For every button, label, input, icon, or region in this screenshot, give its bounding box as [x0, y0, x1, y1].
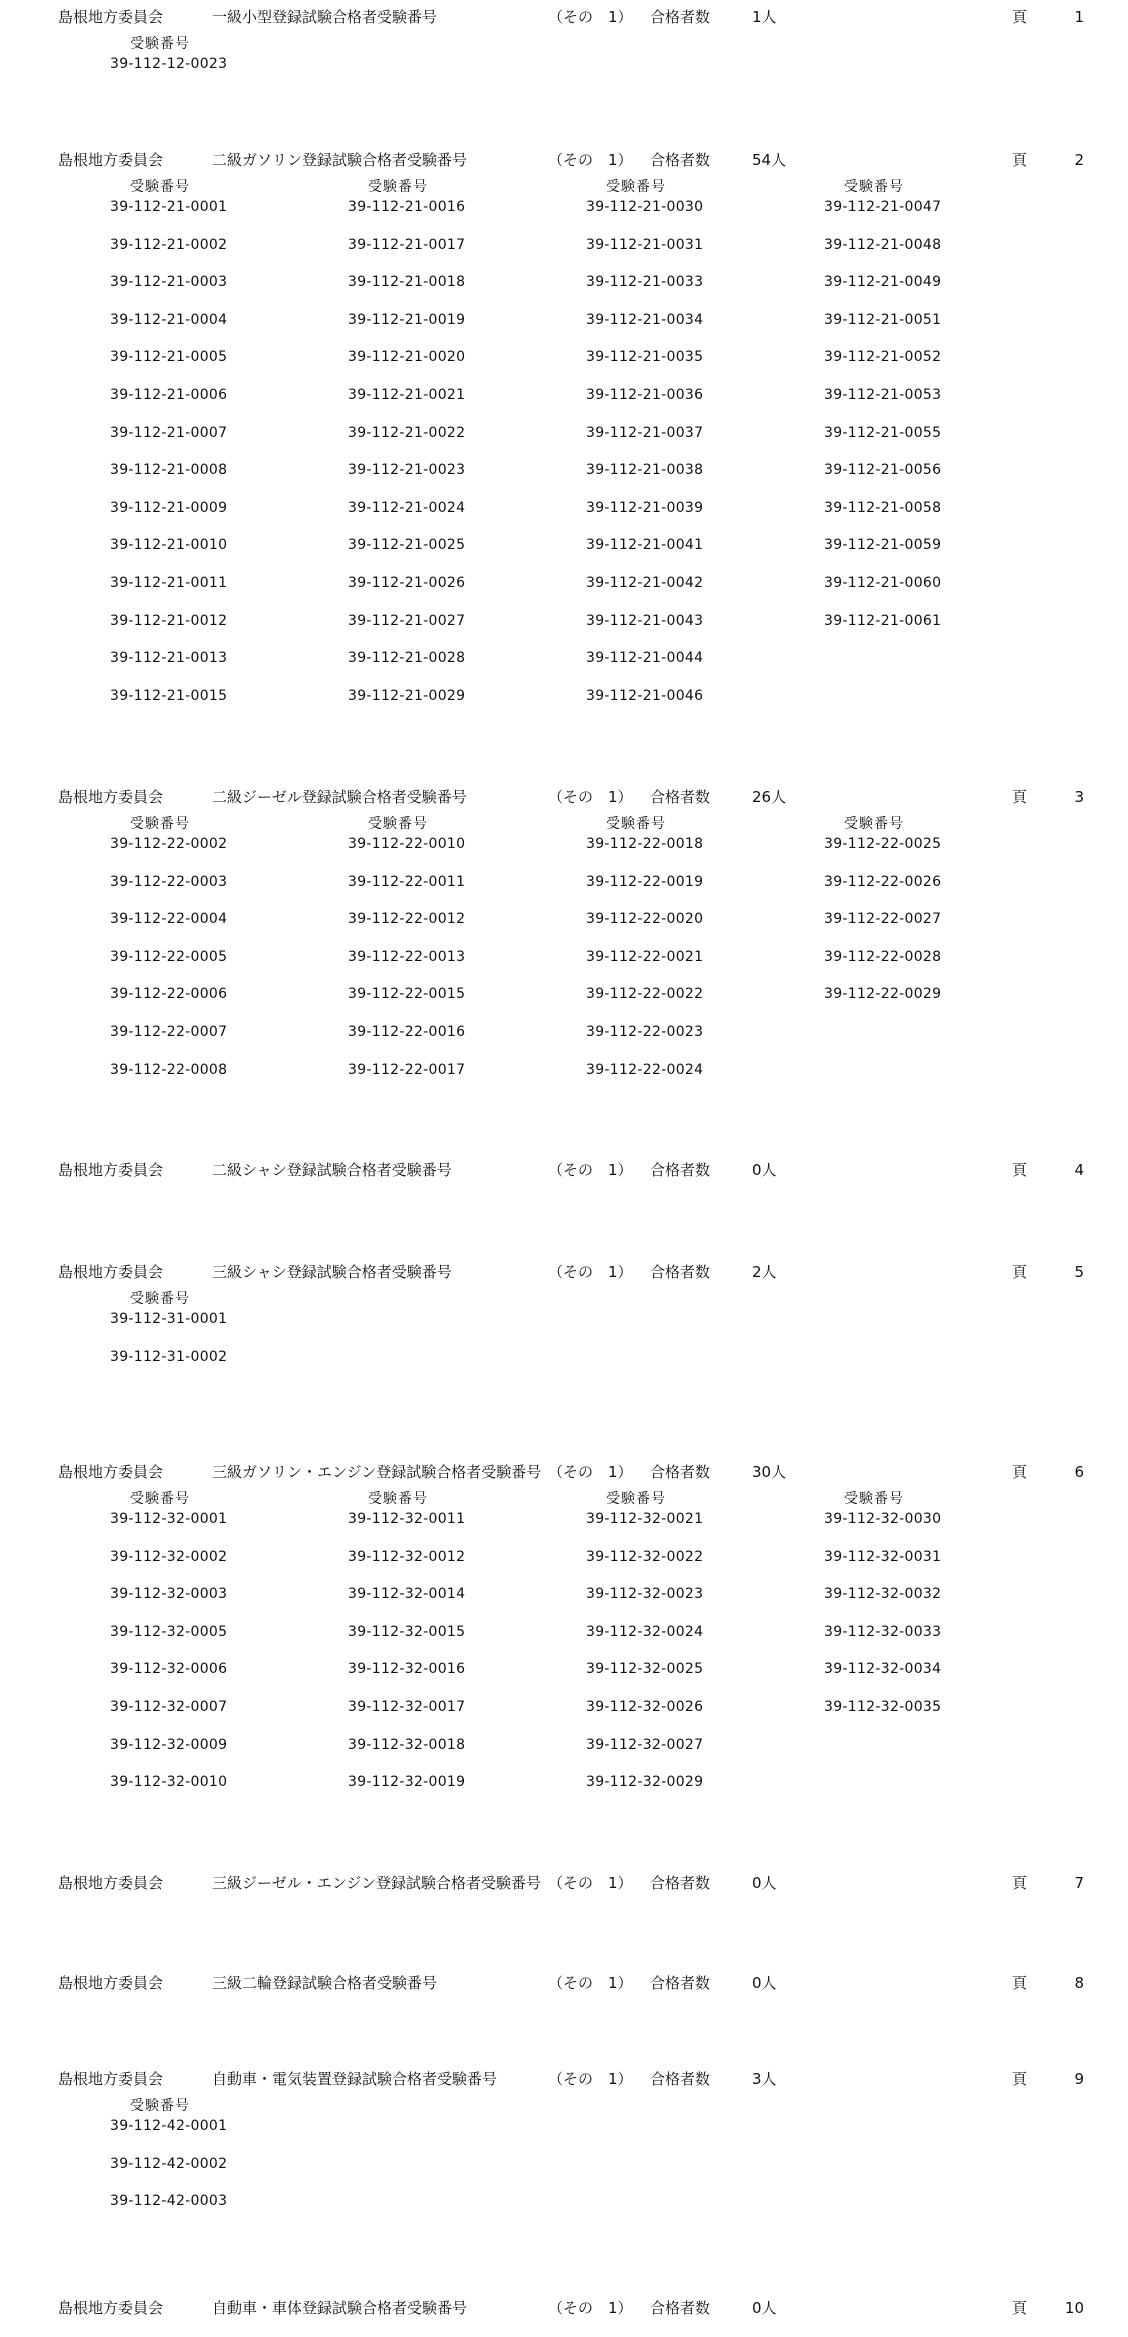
exam-number: 39-112-21-0019 [348, 311, 466, 328]
column-header: 受験番号 [606, 179, 666, 195]
pass-count: 54人 [752, 151, 787, 169]
committee-name: 島根地方委員会 [58, 1161, 164, 1179]
pass-count-label: 合格者数 [650, 788, 711, 806]
section-header [0, 2295, 1128, 2321]
exam-title: 二級ガソリン登録試験合格者受験番号 [212, 151, 468, 169]
page-label: 頁 [1012, 1874, 1028, 1892]
exam-title: 自動車・車体登録試験合格者受験番号 [212, 2299, 468, 2317]
exam-number: 39-112-32-0021 [586, 1511, 704, 1527]
pass-count: 0人 [752, 1874, 777, 1892]
exam-number: 39-112-21-0024 [348, 499, 466, 516]
number-column-3 [586, 1489, 806, 1810]
exam-number: 39-112-32-0026 [586, 1698, 704, 1715]
pass-count-label: 合格者数 [650, 2299, 711, 2317]
section-header [0, 2066, 1128, 2092]
exam-number: 39-112-21-0023 [348, 462, 466, 479]
page-number: 10 [1064, 2299, 1084, 2317]
pass-count-label: 合格者数 [650, 1874, 711, 1892]
exam-number: 39-112-42-0001 [110, 2118, 228, 2134]
part-label: （その 1） [548, 1463, 633, 1481]
exam-number: 39-112-32-0022 [586, 1548, 704, 1565]
pass-count: 26人 [752, 788, 787, 806]
exam-number: 39-112-22-0017 [348, 1061, 466, 1078]
exam-number: 39-112-32-0005 [110, 1623, 228, 1640]
page-label: 頁 [1012, 1463, 1028, 1481]
exam-number: 39-112-21-0049 [824, 274, 942, 291]
section-header [0, 1459, 1128, 1485]
exam-number: 39-112-22-0002 [110, 836, 228, 852]
exam-number: 39-112-21-0003 [110, 274, 228, 291]
exam-number: 39-112-12-0023 [110, 56, 228, 72]
exam-number-list [110, 834, 330, 1097]
section-header [0, 147, 1128, 173]
exam-number-list [348, 197, 568, 723]
exam-number: 39-112-21-0018 [348, 274, 466, 291]
column-header: 受験番号 [606, 1491, 666, 1507]
exam-number: 39-112-22-0023 [586, 1023, 704, 1040]
number-column-1 [110, 177, 330, 723]
exam-number: 39-112-21-0055 [824, 424, 942, 441]
exam-number-list [110, 197, 330, 723]
exam-number: 39-112-22-0022 [586, 986, 704, 1003]
number-column-1 [110, 34, 330, 92]
part-label: （その 1） [548, 151, 633, 169]
exam-number: 39-112-21-0008 [110, 462, 228, 479]
part-label: （その 1） [548, 1161, 633, 1179]
exam-number: 39-112-22-0021 [586, 948, 704, 965]
exam-number: 39-112-32-0012 [348, 1548, 466, 1565]
exam-number: 39-112-22-0016 [348, 1023, 466, 1040]
exam-number-list [586, 834, 806, 1097]
committee-name: 島根地方委員会 [58, 1463, 164, 1481]
pass-count-label: 合格者数 [650, 1463, 711, 1481]
number-column-2 [348, 814, 568, 1097]
exam-number: 39-112-32-0014 [348, 1586, 466, 1603]
page-label: 頁 [1012, 8, 1028, 26]
part-label: （その 1） [548, 1874, 633, 1892]
column-header: 受験番号 [130, 1291, 190, 1307]
exam-title: 三級ジーゼル・エンジン登録試験合格者受験番号 [212, 1874, 541, 1892]
exam-title: 二級シャシ登録試験合格者受験番号 [212, 1161, 452, 1179]
exam-number: 39-112-21-0044 [586, 650, 704, 667]
number-column-3 [586, 177, 806, 723]
exam-number: 39-112-22-0019 [586, 873, 704, 890]
exam-number: 39-112-21-0007 [110, 424, 228, 441]
exam-number: 39-112-21-0030 [586, 199, 704, 215]
section-header [0, 784, 1128, 810]
exam-number: 39-112-21-0053 [824, 386, 942, 403]
exam-number: 39-112-22-0010 [348, 836, 466, 852]
exam-number-list [110, 1509, 330, 1810]
section-header [0, 4, 1128, 30]
pass-count-label: 合格者数 [650, 1974, 711, 1992]
number-column-3 [586, 814, 806, 1097]
exam-number: 39-112-22-0029 [824, 986, 942, 1003]
exam-number: 39-112-21-0028 [348, 650, 466, 667]
exam-number: 39-112-32-0016 [348, 1661, 466, 1678]
exam-number: 39-112-21-0037 [586, 424, 704, 441]
exam-number: 39-112-22-0007 [110, 1023, 228, 1040]
column-header: 受験番号 [130, 36, 190, 52]
pass-count-label: 合格者数 [650, 8, 711, 26]
column-header: 受験番号 [844, 179, 904, 195]
part-label: （その 1） [548, 1263, 633, 1281]
committee-name: 島根地方委員会 [58, 2299, 164, 2317]
pass-count: 1人 [752, 8, 777, 26]
exam-number: 39-112-21-0015 [110, 687, 228, 704]
exam-number: 39-112-22-0011 [348, 873, 466, 890]
exam-number: 39-112-32-0018 [348, 1736, 466, 1753]
section-header [0, 1259, 1128, 1285]
exam-title: 三級シャシ登録試験合格者受験番号 [212, 1263, 452, 1281]
exam-number: 39-112-22-0026 [824, 873, 942, 890]
exam-number: 39-112-32-0031 [824, 1548, 942, 1565]
exam-number: 39-112-21-0043 [586, 612, 704, 629]
exam-number: 39-112-21-0010 [110, 537, 228, 554]
page-label: 頁 [1012, 1974, 1028, 1992]
exam-number: 39-112-31-0002 [110, 1348, 228, 1365]
exam-number: 39-112-21-0011 [110, 574, 228, 591]
exam-number: 39-112-32-0002 [110, 1548, 228, 1565]
exam-number: 39-112-32-0032 [824, 1586, 942, 1603]
exam-number: 39-112-22-0018 [586, 836, 704, 852]
pass-count: 0人 [752, 1161, 777, 1179]
column-header: 受験番号 [130, 179, 190, 195]
number-column-1 [110, 814, 330, 1097]
exam-number: 39-112-32-0029 [586, 1774, 704, 1791]
exam-number: 39-112-21-0002 [110, 236, 228, 253]
exam-number: 39-112-22-0012 [348, 911, 466, 928]
exam-number: 39-112-32-0007 [110, 1698, 228, 1715]
exam-number-list [824, 834, 1044, 1022]
exam-number-list [348, 834, 568, 1097]
column-header: 受験番号 [368, 1491, 428, 1507]
exam-number: 39-112-22-0015 [348, 986, 466, 1003]
exam-number: 39-112-21-0051 [824, 311, 942, 328]
number-column-4 [824, 177, 1044, 648]
exam-number: 39-112-21-0004 [110, 311, 228, 328]
exam-number: 39-112-21-0012 [110, 612, 228, 629]
exam-number: 39-112-32-0001 [110, 1511, 228, 1527]
exam-number: 39-112-21-0047 [824, 199, 942, 215]
pass-count: 30人 [752, 1463, 787, 1481]
part-label: （その 1） [548, 8, 633, 26]
committee-name: 島根地方委員会 [58, 1263, 164, 1281]
exam-number: 39-112-22-0027 [824, 911, 942, 928]
exam-number: 39-112-22-0006 [110, 986, 228, 1003]
exam-number: 39-112-22-0008 [110, 1061, 228, 1078]
column-header: 受験番号 [130, 1491, 190, 1507]
section-header [0, 1970, 1128, 1996]
exam-number: 39-112-21-0029 [348, 687, 466, 704]
exam-number: 39-112-21-0009 [110, 499, 228, 516]
page-number: 4 [1074, 1161, 1084, 1179]
part-label: （その 1） [548, 1974, 633, 1992]
committee-name: 島根地方委員会 [58, 788, 164, 806]
page-label: 頁 [1012, 151, 1028, 169]
committee-name: 島根地方委員会 [58, 1874, 164, 1892]
page-number: 5 [1074, 1263, 1084, 1281]
exam-number: 39-112-32-0023 [586, 1586, 704, 1603]
exam-number: 39-112-32-0009 [110, 1736, 228, 1753]
exam-number: 39-112-21-0031 [586, 236, 704, 253]
pass-count-label: 合格者数 [650, 1161, 711, 1179]
committee-name: 島根地方委員会 [58, 8, 164, 26]
pass-count: 2人 [752, 1263, 777, 1281]
pass-count: 0人 [752, 2299, 777, 2317]
exam-number: 39-112-21-0060 [824, 574, 942, 591]
exam-number: 39-112-22-0028 [824, 948, 942, 965]
pass-count-label: 合格者数 [650, 1263, 711, 1281]
committee-name: 島根地方委員会 [58, 2070, 164, 2088]
exam-number: 39-112-32-0027 [586, 1736, 704, 1753]
exam-title: 三級二輪登録試験合格者受験番号 [212, 1974, 438, 1992]
exam-number: 39-112-31-0001 [110, 1311, 228, 1327]
column-header: 受験番号 [130, 816, 190, 832]
exam-number: 39-112-21-0005 [110, 349, 228, 366]
column-header: 受験番号 [368, 179, 428, 195]
exam-number: 39-112-21-0001 [110, 199, 228, 215]
page-number: 3 [1074, 788, 1084, 806]
pass-count-label: 合格者数 [650, 151, 711, 169]
column-header: 受験番号 [130, 2098, 190, 2114]
number-column-1 [110, 1289, 330, 1384]
exam-number: 39-112-32-0006 [110, 1661, 228, 1678]
exam-number: 39-112-21-0006 [110, 386, 228, 403]
exam-number-list [110, 2116, 330, 2229]
number-column-1 [110, 2096, 330, 2229]
exam-number: 39-112-21-0016 [348, 199, 466, 215]
part-label: （その 1） [548, 788, 633, 806]
exam-number: 39-112-32-0010 [110, 1774, 228, 1791]
exam-number: 39-112-21-0056 [824, 462, 942, 479]
committee-name: 島根地方委員会 [58, 151, 164, 169]
exam-number: 39-112-21-0035 [586, 349, 704, 366]
page-number: 9 [1074, 2070, 1084, 2088]
exam-title: 自動車・電気装置登録試験合格者受験番号 [212, 2070, 498, 2088]
exam-number: 39-112-22-0003 [110, 873, 228, 890]
exam-number: 39-112-42-0002 [110, 2155, 228, 2172]
exam-number: 39-112-21-0042 [586, 574, 704, 591]
exam-number-list [824, 197, 1044, 648]
exam-number: 39-112-21-0017 [348, 236, 466, 253]
exam-title: 二級ジーゼル登録試験合格者受験番号 [212, 788, 467, 806]
exam-number-list [110, 54, 330, 92]
number-column-2 [348, 177, 568, 723]
exam-number: 39-112-32-0025 [586, 1661, 704, 1678]
part-label: （その 1） [548, 2299, 633, 2317]
page-number: 2 [1074, 151, 1084, 169]
page-label: 頁 [1012, 1161, 1028, 1179]
exam-number-list [824, 1509, 1044, 1735]
pass-count-label: 合格者数 [650, 2070, 711, 2088]
number-column-2 [348, 1489, 568, 1810]
exam-number: 39-112-32-0019 [348, 1774, 466, 1791]
exam-number: 39-112-32-0017 [348, 1698, 466, 1715]
exam-number: 39-112-22-0004 [110, 911, 228, 928]
column-header: 受験番号 [844, 816, 904, 832]
exam-number: 39-112-22-0024 [586, 1061, 704, 1078]
exam-number: 39-112-21-0021 [348, 386, 466, 403]
column-header: 受験番号 [844, 1491, 904, 1507]
exam-number: 39-112-21-0013 [110, 650, 228, 667]
exam-number: 39-112-21-0058 [824, 499, 942, 516]
exam-title: 三級ガソリン・エンジン登録試験合格者受験番号 [212, 1463, 542, 1481]
exam-number: 39-112-21-0026 [348, 574, 466, 591]
exam-number-list [586, 197, 806, 723]
committee-name: 島根地方委員会 [58, 1974, 164, 1992]
exam-title: 一級小型登録試験合格者受験番号 [212, 8, 438, 26]
exam-number-list [586, 1509, 806, 1810]
exam-number: 39-112-42-0003 [110, 2193, 228, 2210]
exam-number-list [110, 1309, 330, 1384]
exam-number: 39-112-21-0027 [348, 612, 466, 629]
exam-number: 39-112-21-0052 [824, 349, 942, 366]
page-number: 6 [1074, 1463, 1084, 1481]
number-column-4 [824, 1489, 1044, 1735]
column-header: 受験番号 [606, 816, 666, 832]
page-number: 7 [1074, 1874, 1084, 1892]
page-label: 頁 [1012, 2070, 1028, 2088]
exam-number: 39-112-32-0003 [110, 1586, 228, 1603]
part-label: （その 1） [548, 2070, 633, 2088]
exam-number: 39-112-32-0015 [348, 1623, 466, 1640]
exam-number: 39-112-21-0022 [348, 424, 466, 441]
section-header [0, 1870, 1128, 1896]
exam-number: 39-112-21-0041 [586, 537, 704, 554]
exam-number: 39-112-21-0020 [348, 349, 466, 366]
page-label: 頁 [1012, 788, 1028, 806]
page-number: 8 [1074, 1974, 1084, 1992]
exam-number: 39-112-32-0034 [824, 1661, 942, 1678]
exam-number-list [348, 1509, 568, 1810]
exam-number: 39-112-32-0035 [824, 1698, 942, 1715]
column-header: 受験番号 [368, 816, 428, 832]
number-column-4 [824, 814, 1044, 1022]
exam-number: 39-112-32-0030 [824, 1511, 942, 1527]
exam-number: 39-112-32-0024 [586, 1623, 704, 1640]
page-label: 頁 [1012, 2299, 1028, 2317]
exam-number: 39-112-32-0033 [824, 1623, 942, 1640]
page-number: 1 [1074, 8, 1084, 26]
exam-number: 39-112-22-0005 [110, 948, 228, 965]
exam-number: 39-112-21-0033 [586, 274, 704, 291]
exam-number: 39-112-32-0011 [348, 1511, 466, 1527]
exam-number: 39-112-21-0036 [586, 386, 704, 403]
exam-number: 39-112-21-0061 [824, 612, 942, 629]
section-header [0, 1157, 1128, 1183]
pass-count: 3人 [752, 2070, 777, 2088]
exam-number: 39-112-22-0013 [348, 948, 466, 965]
page-label: 頁 [1012, 1263, 1028, 1281]
exam-number: 39-112-21-0034 [586, 311, 704, 328]
pass-count: 0人 [752, 1974, 777, 1992]
exam-number: 39-112-21-0048 [824, 236, 942, 253]
exam-number: 39-112-21-0025 [348, 537, 466, 554]
exam-number: 39-112-21-0059 [824, 537, 942, 554]
exam-number: 39-112-22-0020 [586, 911, 704, 928]
exam-number: 39-112-22-0025 [824, 836, 942, 852]
exam-number: 39-112-21-0039 [586, 499, 704, 516]
exam-number: 39-112-21-0038 [586, 462, 704, 479]
exam-number: 39-112-21-0046 [586, 687, 704, 704]
number-column-1 [110, 1489, 330, 1810]
